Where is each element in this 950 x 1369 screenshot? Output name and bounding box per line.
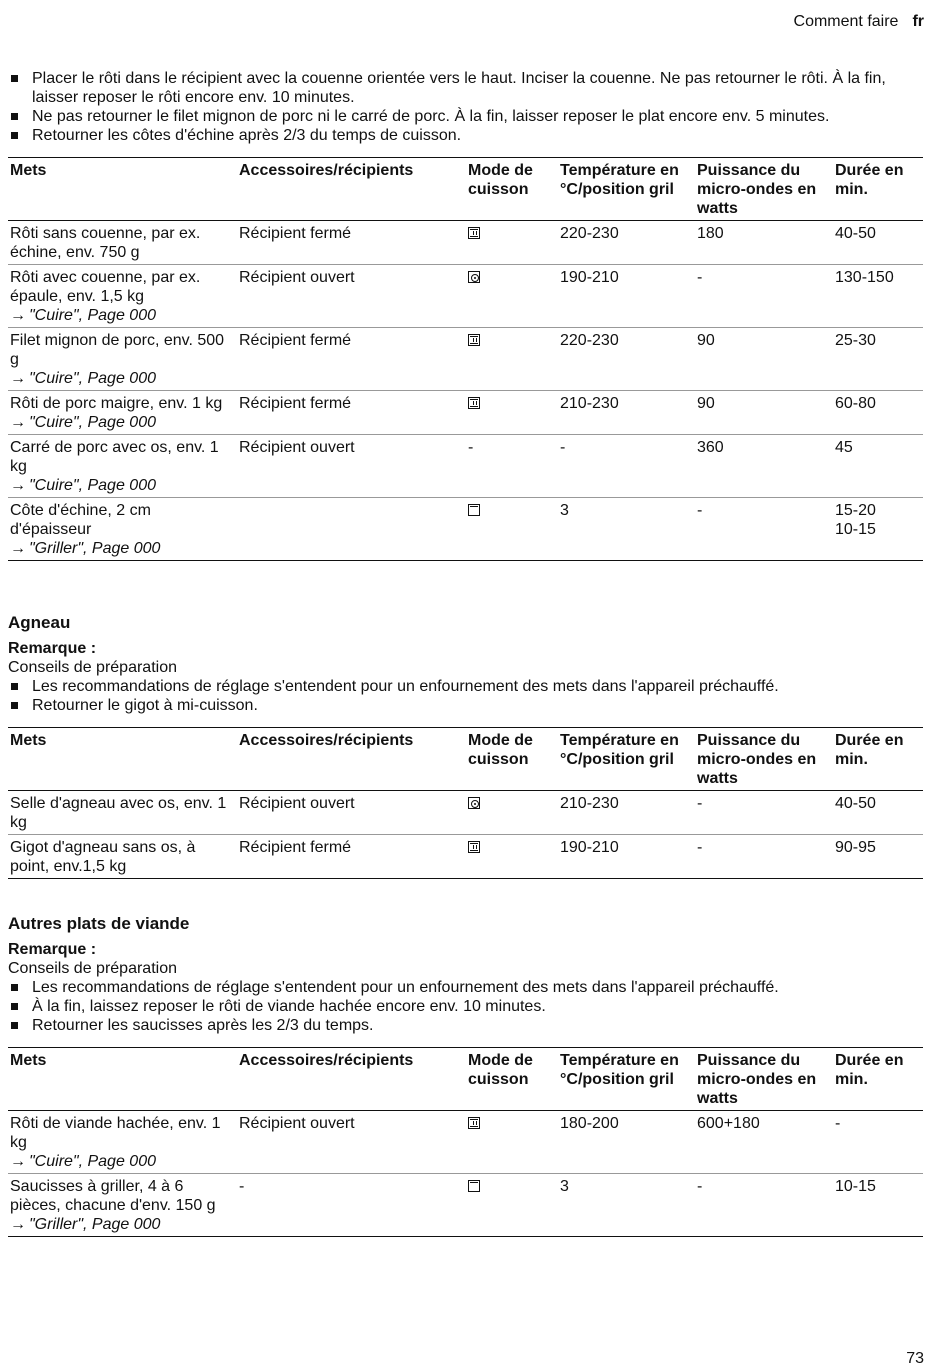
cell-power: -: [697, 839, 703, 856]
cell-dish: [8, 1111, 237, 1174]
header-col-power: Puissance du micro-ondes en watts: [697, 732, 817, 787]
header-col-mode: Mode de cuisson: [468, 162, 533, 198]
lamb-title: Agneau: [8, 613, 71, 632]
cell-duration: 40-50: [835, 225, 876, 242]
cell-accessories: Récipient fermé: [239, 332, 352, 349]
bullet-square-icon: [11, 132, 18, 139]
cell-temperature: 220-230: [560, 225, 619, 242]
dish-name: Rôti avec couenne, par ex. épaule, env. 1,5 kg: [10, 269, 201, 305]
cell-dish: [8, 221, 237, 265]
fan-icon: [468, 271, 480, 283]
cell-dish: [8, 391, 237, 435]
cell-accessories: Récipient fermé: [239, 839, 352, 856]
reference-text: "Cuire", Page 000: [29, 307, 156, 324]
cell-accessories: Récipient ouvert: [239, 795, 355, 812]
arrow-right-icon: →: [10, 1216, 26, 1233]
cell-temperature: 210-230: [560, 795, 619, 812]
bullet-square-icon: [11, 984, 18, 991]
cross-reference-link[interactable]: [10, 476, 235, 495]
header-section: Comment faire: [793, 13, 899, 30]
lamb-table: [8, 727, 923, 879]
cell-temperature: 3: [560, 502, 569, 519]
header-col-power: Puissance du micro-ondes en watts: [697, 1052, 817, 1107]
other-remark-label: Remarque :: [8, 941, 97, 958]
pork-bullets: [8, 69, 923, 145]
arrow-right-icon: →: [10, 370, 26, 387]
topbottom-icon: [468, 397, 480, 409]
table-header-row: [8, 1048, 923, 1111]
arrow-right-icon: →: [10, 477, 26, 494]
bullet-text: À la fin, laissez reposer le rôti de viande hachée encore env. 10 minutes.: [32, 998, 546, 1015]
header-col-duration: Durée en min.: [835, 1052, 904, 1088]
header-col-dish: Mets: [10, 1052, 47, 1069]
grill-icon: [468, 1180, 480, 1192]
cell-temperature: 190-210: [560, 269, 619, 286]
cell-temperature: -: [560, 439, 566, 456]
other-table: [8, 1047, 923, 1237]
dish-name: Rôti de porc maigre, env. 1 kg: [10, 395, 223, 412]
cell-dish: [8, 435, 237, 498]
dish-name: Carré de porc avec os, env. 1 kg: [10, 439, 219, 475]
cross-reference-link[interactable]: [10, 1215, 235, 1234]
dish-name: Rôti de viande hachée, env. 1 kg: [10, 1115, 221, 1151]
dish-name: Rôti sans couenne, par ex. échine, env. 750 g: [10, 225, 201, 261]
bullet-square-icon: [11, 702, 18, 709]
cell-power: 90: [697, 332, 715, 349]
reference-text: "Cuire", Page 000: [29, 1153, 156, 1170]
cell-dish: [8, 328, 237, 391]
cell-mode: [466, 391, 558, 435]
arrow-right-icon: →: [10, 307, 26, 324]
bullet-item: [8, 126, 923, 145]
bullet-item: [8, 696, 923, 715]
reference-text: "Griller", Page 000: [29, 540, 161, 557]
bullet-item: [8, 69, 923, 107]
table-row: [8, 435, 923, 498]
cell-accessories: Récipient ouvert: [239, 269, 355, 286]
cell-mode: [466, 1111, 558, 1174]
other-remark-sub: Conseils de préparation: [8, 960, 177, 977]
cell-dish: [8, 835, 237, 879]
table-row: [8, 265, 923, 328]
header-lang: fr: [912, 13, 924, 30]
header-col-mode: Mode de cuisson: [468, 1052, 533, 1088]
reference-text: "Cuire", Page 000: [29, 477, 156, 494]
bullet-text: Placer le rôti dans le récipient avec la couenne orientée vers le haut. Inciser la couenne. Ne pas retourner le rôti. À la fin, laisser reposer le rôti encore env. 10 minutes.: [32, 70, 886, 106]
table-row: [8, 1174, 923, 1237]
header-col-duration: Durée en min.: [835, 162, 904, 198]
reference-text: "Cuire", Page 000: [29, 414, 156, 431]
lamb-remark-label: Remarque :: [8, 640, 97, 657]
cell-dish: [8, 1174, 237, 1237]
header-col-accessories: Accessoires/récipients: [239, 1052, 414, 1069]
cross-reference-link[interactable]: [10, 539, 235, 558]
fan-icon: [468, 797, 480, 809]
page-number: 73: [906, 1350, 924, 1367]
header-col-mode: Mode de cuisson: [468, 732, 533, 768]
cross-reference-link[interactable]: [10, 306, 235, 325]
table-row: [8, 221, 923, 265]
pork-table: [8, 157, 923, 561]
other-section: [8, 914, 923, 1237]
pork-section: [8, 69, 923, 561]
cell-mode: -: [468, 439, 474, 456]
cross-reference-link[interactable]: [10, 413, 235, 432]
dish-name: Selle d'agneau avec os, env. 1 kg: [10, 795, 227, 831]
cross-reference-link[interactable]: [10, 1152, 235, 1171]
bullet-text: Retourner le gigot à mi-cuisson.: [32, 697, 258, 714]
bullet-square-icon: [11, 75, 18, 82]
table-header-row: [8, 158, 923, 221]
cell-accessories: Récipient fermé: [239, 225, 352, 242]
cell-power: -: [697, 1178, 703, 1195]
cell-duration: 45: [835, 439, 853, 456]
arrow-right-icon: →: [10, 540, 26, 557]
lamb-bullets: [8, 677, 923, 715]
bullet-item: [8, 677, 923, 696]
arrow-right-icon: →: [10, 414, 26, 431]
cell-mode: [466, 265, 558, 328]
other-bullets: [8, 978, 923, 1035]
cell-duration: 15-20 10-15: [835, 502, 876, 538]
bullet-text: Les recommandations de réglage s'entendent pour un enfournement des mets dans l'appareil préchauffé.: [32, 678, 779, 695]
header-col-accessories: Accessoires/récipients: [239, 162, 414, 179]
cell-power: 90: [697, 395, 715, 412]
topbottom-icon: [468, 1117, 480, 1129]
cell-duration: 130-150: [835, 269, 894, 286]
header-col-temperature: Température en °C/position gril: [560, 1052, 679, 1088]
table-row: [8, 498, 923, 561]
reference-text: "Griller", Page 000: [29, 1216, 161, 1233]
cell-power: -: [697, 502, 703, 519]
cross-reference-link[interactable]: [10, 369, 235, 388]
header-col-dish: Mets: [10, 732, 47, 749]
cell-power: 360: [697, 439, 724, 456]
cell-duration: -: [835, 1115, 841, 1132]
dish-name: Saucisses à griller, 4 à 6 pièces, chacune d'env. 150 g: [10, 1178, 216, 1214]
cell-temperature: 3: [560, 1178, 569, 1195]
topbottom-icon: [468, 334, 480, 346]
lamb-remark-sub: Conseils de préparation: [8, 659, 177, 676]
topbottom-icon: [468, 227, 480, 239]
cell-mode: [466, 1174, 558, 1237]
cell-mode: [466, 328, 558, 391]
bullet-item: [8, 1016, 923, 1035]
dish-name: Filet mignon de porc, env. 500 g: [10, 332, 225, 368]
cell-accessories: Récipient ouvert: [239, 1115, 355, 1132]
topbottom-icon: [468, 841, 480, 853]
cell-duration: 60-80: [835, 395, 876, 412]
bullet-item: [8, 978, 923, 997]
cell-dish: [8, 265, 237, 328]
table-header-row: [8, 728, 923, 791]
cell-temperature: 220-230: [560, 332, 619, 349]
header-col-temperature: Température en °C/position gril: [560, 162, 679, 198]
table-row: [8, 328, 923, 391]
bullet-text: Ne pas retourner le filet mignon de porc ni le carré de porc. À la fin, laisser reposer le plat encore env. 5 minutes.: [32, 108, 830, 125]
cell-mode: [466, 835, 558, 879]
bullet-item: [8, 107, 923, 126]
cell-dish: [8, 791, 237, 835]
header-col-accessories: Accessoires/récipients: [239, 732, 414, 749]
other-title: Autres plats de viande: [8, 914, 190, 933]
bullet-square-icon: [11, 683, 18, 690]
bullet-square-icon: [11, 1022, 18, 1029]
bullet-text: Retourner les saucisses après les 2/3 du temps.: [32, 1017, 374, 1034]
dish-name: Gigot d'agneau sans os, à point, env.1,5 kg: [10, 839, 196, 875]
cell-power: -: [697, 269, 703, 286]
cell-dish: [8, 498, 237, 561]
table-row: [8, 835, 923, 879]
cell-power: 180: [697, 225, 724, 242]
cell-duration: 10-15: [835, 1178, 876, 1195]
header-col-temperature: Température en °C/position gril: [560, 732, 679, 768]
arrow-right-icon: →: [10, 1153, 26, 1170]
cell-power: -: [697, 795, 703, 812]
header-col-dish: Mets: [10, 162, 47, 179]
bullet-text: Retourner les côtes d'échine après 2/3 du temps de cuisson.: [32, 127, 462, 144]
page-header: [794, 12, 924, 31]
cell-duration: 25-30: [835, 332, 876, 349]
cell-accessories: -: [239, 1178, 245, 1195]
reference-text: "Cuire", Page 000: [29, 370, 156, 387]
bullet-square-icon: [11, 1003, 18, 1010]
bullet-square-icon: [11, 113, 18, 120]
cell-temperature: 180-200: [560, 1115, 619, 1132]
bullet-text: Les recommandations de réglage s'entendent pour un enfournement des mets dans l'appareil préchauffé.: [32, 979, 779, 996]
cell-temperature: 190-210: [560, 839, 619, 856]
grill-icon: [468, 504, 480, 516]
bullet-item: [8, 997, 923, 1016]
dish-name: Côte d'échine, 2 cm d'épaisseur: [10, 502, 151, 538]
cell-power: 600+180: [697, 1115, 760, 1132]
table-row: [8, 391, 923, 435]
cell-temperature: 210-230: [560, 395, 619, 412]
lamb-section: [8, 613, 923, 879]
cell-duration: 40-50: [835, 795, 876, 812]
header-col-power: Puissance du micro-ondes en watts: [697, 162, 817, 217]
cell-accessories: Récipient fermé: [239, 395, 352, 412]
cell-accessories: Récipient ouvert: [239, 439, 355, 456]
cell-accessories: [237, 498, 466, 561]
cell-duration: 90-95: [835, 839, 876, 856]
cell-mode: [466, 221, 558, 265]
cell-mode: [466, 791, 558, 835]
header-col-duration: Durée en min.: [835, 732, 904, 768]
table-row: [8, 791, 923, 835]
table-row: [8, 1111, 923, 1174]
cell-mode: [466, 498, 558, 561]
